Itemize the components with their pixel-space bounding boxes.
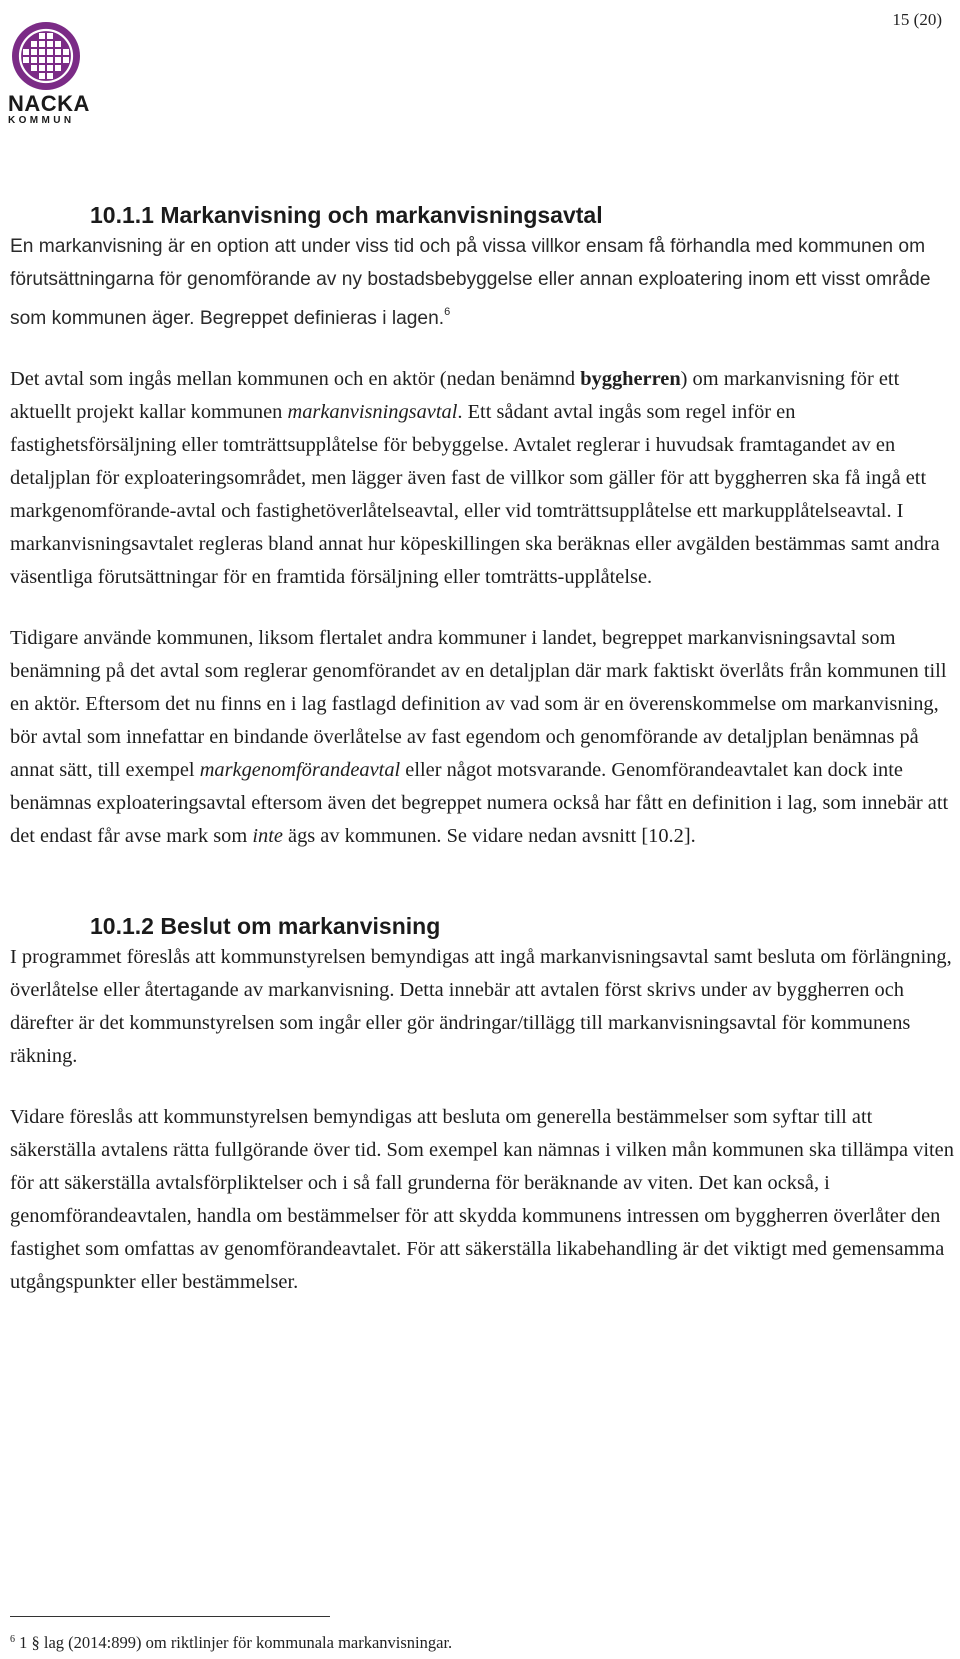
section-heading-10-1-2: 10.1.2 Beslut om markanvisning [90,913,441,939]
paragraph-text: ägs av kommunen. Se vidare nedan avsnitt [10.2]. [282,825,696,847]
footnote-divider [10,1616,330,1617]
page-number: 15 (20) [892,10,942,29]
nacka-emblem-icon [10,20,82,92]
term-markgenomforandeavtal: markgenomförandeavtal [199,759,401,781]
footnote-number: 6 [10,1634,15,1645]
paragraph-tidigare [10,622,954,853]
footnote [10,1633,452,1653]
paragraph-avtal [10,363,954,594]
paragraph-text: ) om markanvisning för ett aktuellt projekt kallar kommunen [10,368,900,423]
paragraph-definition [10,230,954,335]
paragraph-vidare: Vidare föreslås att kommunstyrelsen bemyndigas att besluta om generella bestämmelser som syftar till att säkerställa avtalens rätta fullgörande över tid. Som exempel kan nämnas i vilken mån kommunen ska tillämpa viten för att säkerställa avtalsförpliktelser och i så fall grunderna för beräknande av viten. Det kan också, i genomförandeavtalen, handla om bestämmelser för att skydda kommunens intressen om byggherren överlåter den fastighet som omfattas av genomförandeavtalet. För att säkerställa likabehandling är det viktigt med gemensamma utgångspunkter eller bestämmelser. [10,1106,954,1293]
paragraph-text: . Ett sådant avtal ingås som regel inför en fastighetsförsäljning eller tomträttsupplåtelse för bebyggelse. Avtalet reglerar i huvudsak framtagandet av en detaljplan för exploateringsområdet, men lägger även fast de villkor som gäller för att byggherren ska få ingå ett markgenomförande-avtal och fastighetöverlåtelseavtal, eller vid tomträttsupplåtelse ett markupplåtelseavtal. I markanvisningsavtalet regleras bland annat hur köpeskillingen ska beräknas eller avgälden bestämmas samt andra väsentliga förutsättningar för en framtida försäljning eller tomträtts-upplåtelse. [10,401,940,588]
term-inte: inte [252,825,283,847]
paragraph-text: eller något motsvarande. Genomförandeavtalet kan dock inte benämnas exploateringsavtal eftersom även det begreppet numera också har fått en definition i lag, som innebär att det endast får avse mark som [10,759,949,847]
footnote-text: 1 § lag (2014:899) om riktlinjer för kommunala markanvisningar. [19,1633,453,1652]
paragraph-text: En markanvisning är en option att under viss tid och på vissa villkor ensam få förhandla med kommunen om förutsättningarna för genomförande av ny bostadsbebyggelse eller annan exploatering inom ett visst område som kommunen äger. Begreppet definieras i lagen. [10,236,931,329]
section-heading-10-1-1: 10.1.1 Markanvisning och markanvisningsavtal [90,202,603,228]
footnote-ref: 6 [444,306,451,318]
term-byggherren: byggherren [580,368,681,390]
paragraph-text: Tidigare använde kommunen, liksom flertalet andra kommuner i landet, begreppet markanvisningsavtal som benämning på det avtal som reglerar genomförandet av en detaljplan där mark faktiskt överlåts från kommunen till en aktör. Eftersom det nu finns en i lag fastlagd definition av vad som är en överenskommelse om markanvisning, bör avtal som innefattar en bindande överlåtelse av fast egendom och genomförande av detaljplan benämnas på annat sätt, till exempel [10,627,947,781]
logo-name: NACKA [8,91,90,116]
logo-sub: KOMMUN [8,115,75,126]
paragraph-beslut: I programmet föreslås att kommunstyrelsen bemyndigas att ingå markanvisningsavtal samt besluta om förlängning, överlåtelse eller återtagande av markanvisning. Detta innebär att avtalen först skrivs under av byggherren och därefter är det kommunstyrelsen som ingår eller gör ändringar/tillägg till markanvisningsavtal för kommunens räkning. [10,946,952,1067]
paragraph-text: Det avtal som ingås mellan kommunen och en aktör (nedan benämnd [10,368,581,390]
document-body [10,200,954,1299]
nacka-kommun-logo [8,20,88,127]
term-markanvisningsavtal: markanvisningsavtal [287,401,458,423]
